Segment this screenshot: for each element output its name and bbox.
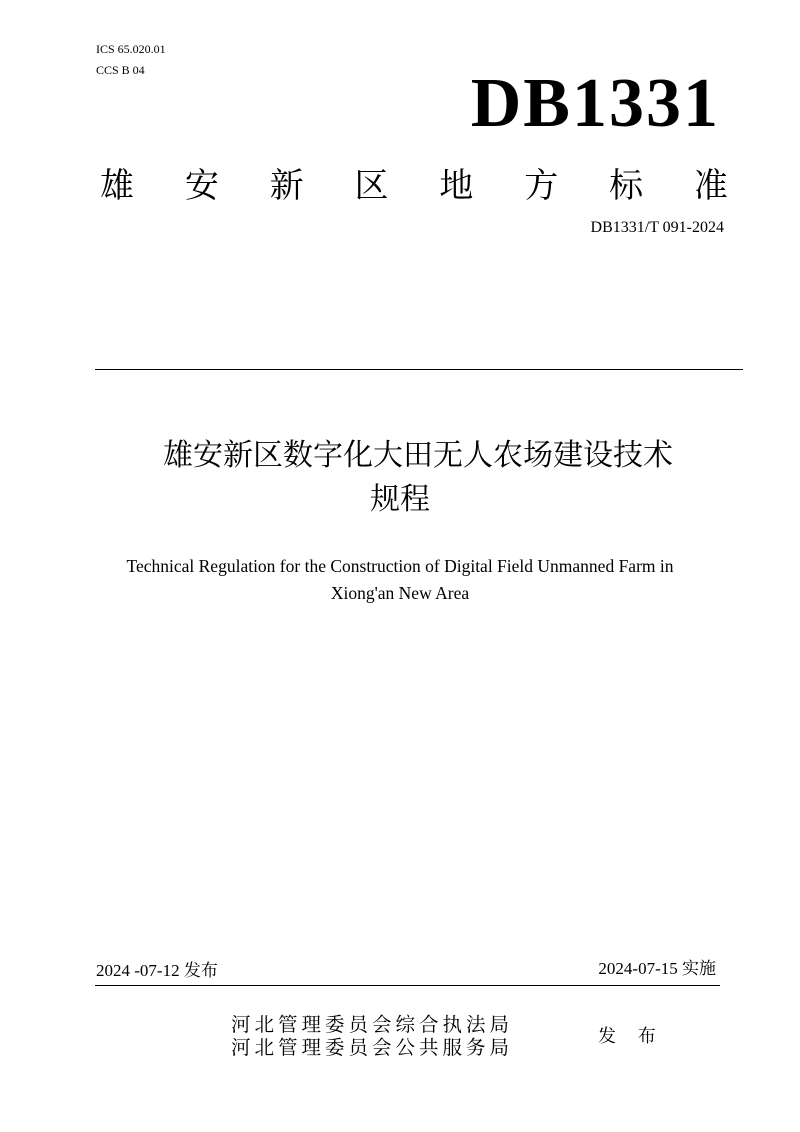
standard-type-char: 地 bbox=[439, 166, 474, 206]
issue-label: 发 布 bbox=[598, 1026, 664, 1047]
standard-type bbox=[100, 164, 728, 208]
publish-date: 2024 -07-12 发布 bbox=[96, 961, 218, 980]
standard-type-char: 标 bbox=[609, 166, 644, 206]
standard-type-char: 安 bbox=[184, 166, 219, 206]
issuer-line1: 河北管理委员会综合执法局 bbox=[231, 1013, 514, 1036]
ccs-code: CCS B 04 bbox=[96, 63, 145, 77]
chinese-title-line2: 规程 bbox=[370, 482, 430, 517]
standard-type-char: 雄 bbox=[100, 166, 134, 206]
bottom-divider bbox=[95, 985, 720, 986]
standard-type-char: 方 bbox=[524, 166, 559, 206]
standard-number: DB1331/T 091-2024 bbox=[590, 219, 724, 236]
ics-code: ICS 65.020.01 bbox=[96, 42, 166, 56]
english-title-line2: Xiong'an New Area bbox=[330, 583, 470, 603]
standard-type-char: 准 bbox=[693, 166, 728, 206]
issuer-line2: 河北管理委员会公共服务局 bbox=[231, 1036, 514, 1059]
standard-type-char: 区 bbox=[354, 166, 389, 206]
top-divider bbox=[95, 369, 743, 370]
implement-date: 2024-07-15 实施 bbox=[598, 959, 716, 978]
standard-code: DB1331 bbox=[470, 65, 720, 142]
standard-type-char: 新 bbox=[269, 166, 304, 206]
english-title-line1: Technical Regulation for the Construction of Digital Field Unmanned Farm in bbox=[126, 556, 674, 576]
chinese-title-line1: 雄安新区数字化大田无人农场建设技术 bbox=[163, 438, 673, 473]
